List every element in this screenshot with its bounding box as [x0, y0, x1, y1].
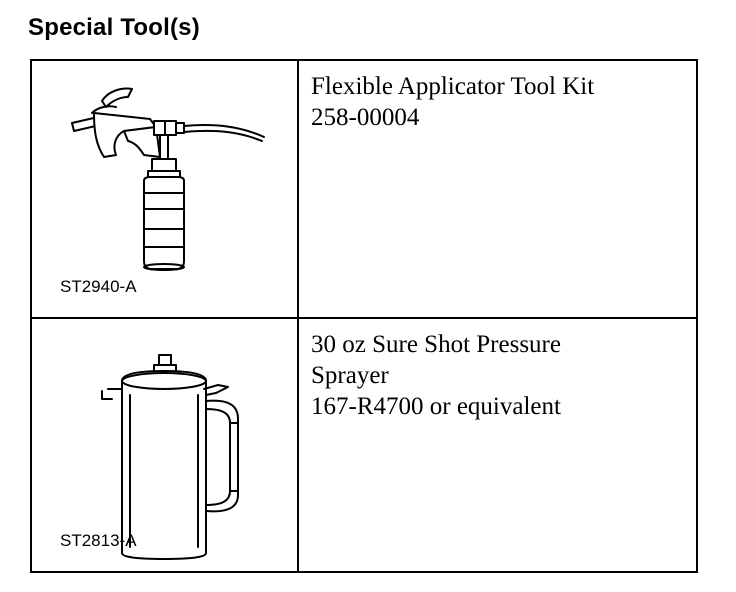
tool-illustration-cell: [32, 61, 299, 317]
tool-name-continued: Sprayer: [311, 362, 389, 389]
tool-row: [32, 319, 696, 571]
tool-illustration-cell: [32, 319, 299, 571]
tool-part-number: 258-00004: [311, 104, 420, 131]
special-tools-table: [30, 59, 698, 573]
tool-part-number: 167-R4700 or equivalent: [311, 393, 561, 420]
tool-description-cell: [299, 61, 696, 317]
tool-description-cell: [299, 319, 696, 571]
tool-row: [32, 61, 696, 319]
illustration-code: ST2940-A: [60, 277, 137, 296]
tool-name: Flexible Applicator Tool Kit: [311, 73, 595, 100]
tool-name: 30 oz Sure Shot Pressure: [311, 331, 561, 358]
section-heading: Special Tool(s): [28, 14, 200, 41]
illustration-code: ST2813-A: [60, 531, 137, 550]
